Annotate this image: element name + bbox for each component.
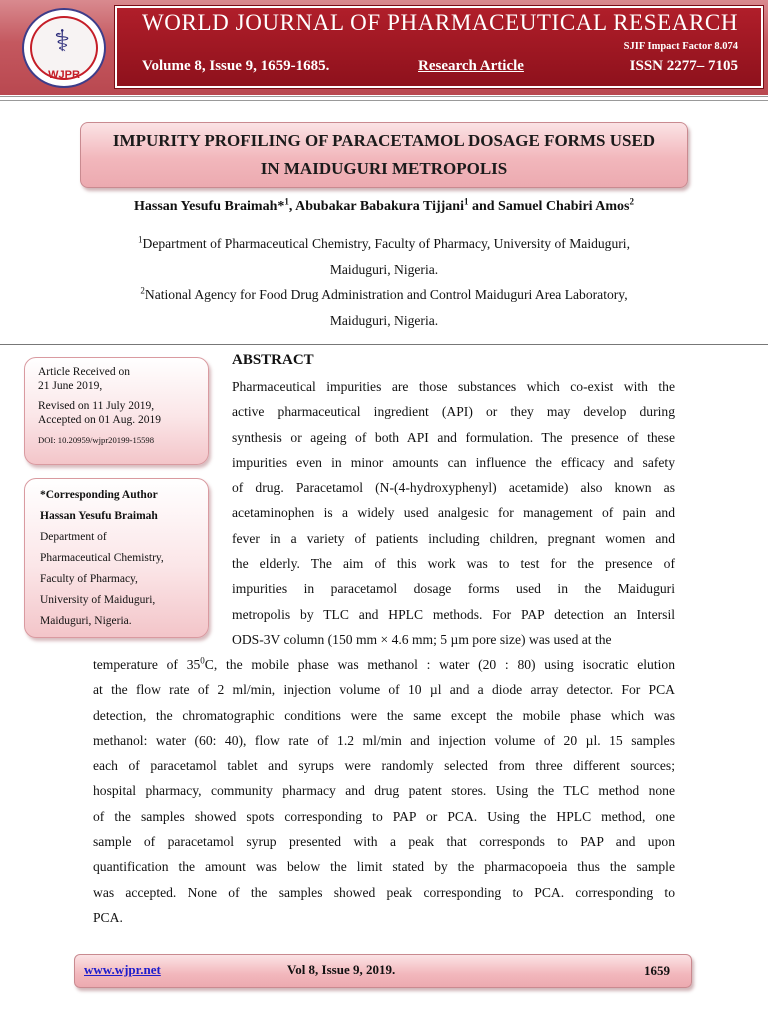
abstract-wide [93,652,675,930]
abstract-heading: ABSTRACT [232,352,314,368]
logo-text: WJPR [48,69,80,81]
header-divider [0,100,768,101]
impact-factor: SJIF Impact Factor 8.074 [623,41,738,52]
affiliation-2 [100,282,668,334]
affiliation-text: National Agency for Food Drug Administration and Control Maiduguri Area Laboratory, [144,287,628,302]
corresponding-line: Faculty of Pharmacy, [40,573,138,585]
author-list [0,196,768,215]
paper-title [80,127,688,183]
abstract-line: of the samples showed spots corresponding to PAP or PCA. Using the HPLC method, one [93,808,675,824]
journal-url-link[interactable]: www.wjpr.net [84,962,161,977]
affiliation-line: Maiduguri, Nigeria. [329,313,439,328]
abstract-line: of drug. Paracetamol (N-(4-hydroxyphenyl) acetamide) also known as [232,480,675,496]
abstract-line: at the flow rate of 2 ml/min, injection volume of 10 µl and a diode array detector. For PCA [93,682,675,698]
degree-sup: 0 [200,655,205,666]
page-number: 1659 [644,963,670,978]
abstract-line: hospital pharmacy, community pharmacy and drug patent stores. Using the TLC method none [93,783,675,799]
corresponding-line: University of Maiduguri, [40,594,156,606]
abstract-line: sample of paracetamol syrup presented with a peak that corresponds to PAP and upon [93,834,675,850]
abstract-line: fever in a variety of patients including children, pregnant women and [232,530,675,546]
author-name: , Abubakar Babakura Tijjani [288,199,464,214]
corresponding-name: Hassan Yesufu Braimah [40,510,158,522]
abstract-line: methanol: water (60: 40), flow rate of 1.2 ml/min and injection volume of 20 µl. 15 samples [93,732,675,748]
abstract-line: acetaminophen is a widely used analgesic for management of pain and [232,505,675,521]
abstract-line: metropolis by TLC and HPLC methods. For PAP detection an Intersil [232,606,675,622]
author-sup: 1 [463,196,469,207]
abstract-line: each of paracetamol tablet and syrups were randomly selected from three different sources; [93,758,675,774]
caduceus-icon: ⚕ [54,25,71,58]
abstract-line: PCA. [93,909,123,925]
section-divider [0,344,768,345]
doi: DOI: 10.20959/wjpr20199-15598 [38,435,155,445]
footer-volume: Vol 8, Issue 9, 2019. [287,962,396,977]
journal-logo [22,8,106,88]
affiliation-line: Maiduguri, Nigeria. [329,262,439,277]
header-divider [0,96,768,97]
received-line: Article Received on [38,366,130,378]
affiliation-1 [100,231,668,283]
abstract-line: ODS-3V column (150 mm × 4.6 mm; 5 µm pore size) was used at the [232,631,612,647]
abstract-line: impurities in paracetamol dosage forms used in the Maiduguri [232,581,675,597]
abstract-line [93,652,675,677]
abstract-line: detection, the chromatographic conditions were the same except the mobile phase which was [93,707,675,723]
revised-line: Revised on 11 July 2019, [38,400,155,412]
issn: ISSN 2277– 7105 [629,58,738,74]
corresponding-line: Maiduguri, Nigeria. [40,615,132,627]
abstract-text: C, the mobile phase was methanol : water (20 : 80) using isocratic elution [204,657,675,672]
author-name: Hassan Yesufu Braimah* [133,199,285,214]
corresponding-line: Pharmaceutical Chemistry, [40,552,164,564]
abstract-text: temperature of 35 [93,657,201,672]
abstract-line: the elderly. The aim of this work was to test for the presence of [232,556,675,572]
accepted-line: Accepted on 01 Aug. 2019 [38,414,161,426]
received-line: 21 June 2019, [38,380,103,392]
abstract-line: was accepted. None of the samples showed peak corresponding to PCA. corresponding to [93,884,675,900]
affiliation-sup: 2 [140,285,145,296]
abstract-line: active pharmaceutical ingredient (API) or they may develop during [232,404,675,420]
title-line: IMPURITY PROFILING OF PARACETAMOL DOSAGE FORMS USED [112,131,656,150]
author-name: and Samuel Chabiri Amos [468,199,630,214]
article-type: Research Article [418,58,524,74]
journal-title: WORLD JOURNAL OF PHARMACEUTICAL RESEARCH [142,10,739,35]
corresponding-line: Department of [40,531,107,543]
abstract-line: impurities even in minor amounts can influence the efficacy and safety [232,454,675,470]
abstract-narrow [232,374,675,652]
affiliation-line [100,282,668,308]
affiliation-text: Department of Pharmaceutical Chemistry, Faculty of Pharmacy, University of Maiduguri, [142,236,630,251]
affiliation-sup: 1 [138,234,143,245]
author-sup: 2 [629,196,635,207]
journal-header [0,0,768,95]
affiliation-line [100,231,668,257]
abstract-line: synthesis or ageing of both API and formulation. The presence of these [232,429,675,445]
title-line: IN MAIDUGURI METROPOLIS [260,159,508,178]
volume-info: Volume 8, Issue 9, 1659-1685. [142,58,330,74]
abstract-line: Pharmaceutical impurities are those substances which co-exist with the [232,379,675,394]
abstract-line: quantification the amount was below the limit stated by the pharmacopoeia thus the sample [93,859,675,875]
author-sup: 1 [284,196,289,207]
corresponding-heading: *Corresponding Author [40,489,158,501]
